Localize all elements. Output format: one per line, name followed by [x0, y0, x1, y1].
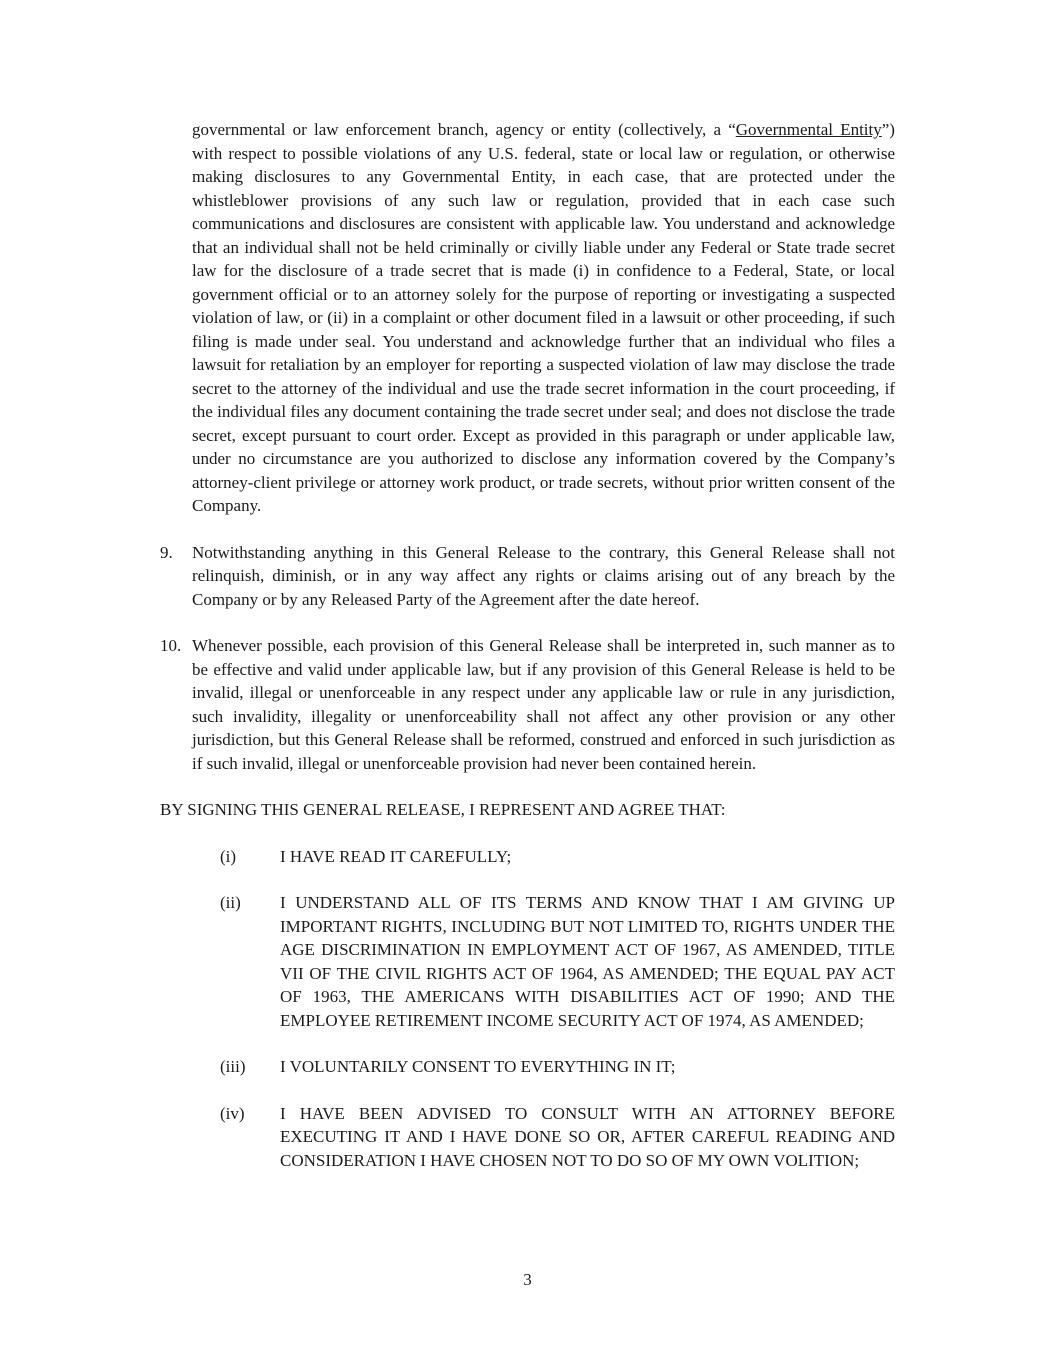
list-item-10-text: Whenever possible, each provision of this General Release shall be interpreted in, such manner as to be effective and valid under applicable law, but if any provision of this General Release is held to be invalid, illegal or unenforceable in any respect under any applicable law or rule in any jurisdiction, such invalidity, illegality or unenforceability shall not affect any other provision or any other jurisdiction, but this General Release shall be reformed, construed and enforced in such jurisdiction as if such invalid, illegal or unenforceable provision had never been contained herein.	[192, 636, 895, 773]
roman-item-iv-number: (iv)	[220, 1103, 245, 1123]
paragraph-text-post: ”) with respect to possible violations of any U.S. federal, state or local law or regulation, or otherwise making disclosures to any Governmental Entity, in each case, that are protected under the whistleblower provisions of any such law or regulation, provided that in each case such communications and disclosures are consistent with applicable law. You understand and acknowledge that an individual shall not be held criminally or civilly liable under any Federal or State trade secret law for the disclosure of a trade secret that is made (i) in confidence to a Federal, State, or local government official or to an attorney solely for the purpose of reporting or investigating a suspected violation of law, or (ii) in a complaint or other document filed in a lawsuit or other proceeding, if such filing is made under seal. You understand and acknowledge further that an individual who files a lawsuit for retaliation by an employer for reporting a suspected violation of law may disclose the trade secret to the attorney of the individual and use the trade secret information in the court proceeding, if the individual files any document containing the trade secret under seal; and does not disclose the trade secret, except pursuant to court order. Except as provided in this paragraph or under applicable law, under no circumstance are you authorized to disclose any information covered by the Company’s attorney-client privilege or attorney work product, or trade secrets, without prior written consent of the Company.	[192, 120, 895, 515]
list-item-9-text: Notwithstanding anything in this General Release to the contrary, this General Release shall not relinquish, diminish, or in any way affect any rights or claims arising out of any breach by the Company or by any Released Party of the Agreement after the date hereof.	[192, 542, 895, 609]
roman-item-iv-text: I HAVE BEEN ADVISED TO CONSULT WITH AN ATTORNEY BEFORE EXECUTING IT AND I HAVE DONE SO OR, AFTER CAREFUL READING AND CONSIDERATION I HAVE CHOSEN NOT TO DO SO OF MY OWN VOLITION;	[280, 1103, 895, 1170]
roman-item-i	[160, 845, 895, 869]
governmental-entity-defined-term: Governmental Entity	[735, 120, 882, 139]
indent-spacer	[160, 1102, 220, 1173]
signing-statement: BY SIGNING THIS GENERAL RELEASE, I REPRESENT AND AGREE THAT:	[160, 800, 726, 819]
indent-spacer	[160, 845, 220, 869]
list-item-9-number: 9.	[160, 542, 173, 562]
roman-item-ii-text: I UNDERSTAND ALL OF ITS TERMS AND KNOW THAT I AM GIVING UP IMPORTANT RIGHTS, INCLUDING BUT NOT LIMITED TO, RIGHTS UNDER THE AGE DISCRIMINATION IN EMPLOYMENT ACT OF 1967, AS AMENDED, TITLE VII OF THE CIVIL RIGHTS ACT OF 1964, AS AMENDED; THE EQUAL PAY ACT OF 1963, THE AMERICANS WITH DISABILITIES ACT OF 1990; AND THE EMPLOYEE RETIREMENT INCOME SECURITY ACT OF 1974, AS AMENDED;	[280, 893, 895, 1030]
roman-item-i-number: (i)	[220, 846, 237, 866]
roman-item-iii	[160, 1055, 895, 1079]
indent-spacer	[160, 1055, 220, 1079]
paragraph-whistleblower-continuation	[192, 118, 895, 518]
list-item-10-number: 10.	[160, 636, 182, 655]
paragraph-text-pre: governmental or law enforcement branch, agency or entity (collectively, a “	[192, 120, 736, 139]
roman-item-iii-text: I VOLUNTARILY CONSENT TO EVERYTHING IN IT;	[280, 1057, 676, 1076]
roman-item-iii-number: (iii)	[220, 1057, 246, 1076]
page-number: 3	[523, 1269, 532, 1289]
roman-item-i-text: I HAVE READ IT CAREFULLY;	[280, 846, 512, 866]
roman-item-ii	[160, 891, 895, 1032]
list-item-9	[160, 541, 895, 612]
indent-spacer	[160, 891, 220, 1032]
list-item-10	[160, 634, 895, 775]
roman-item-ii-number: (ii)	[220, 893, 241, 912]
roman-item-iv	[160, 1102, 895, 1173]
